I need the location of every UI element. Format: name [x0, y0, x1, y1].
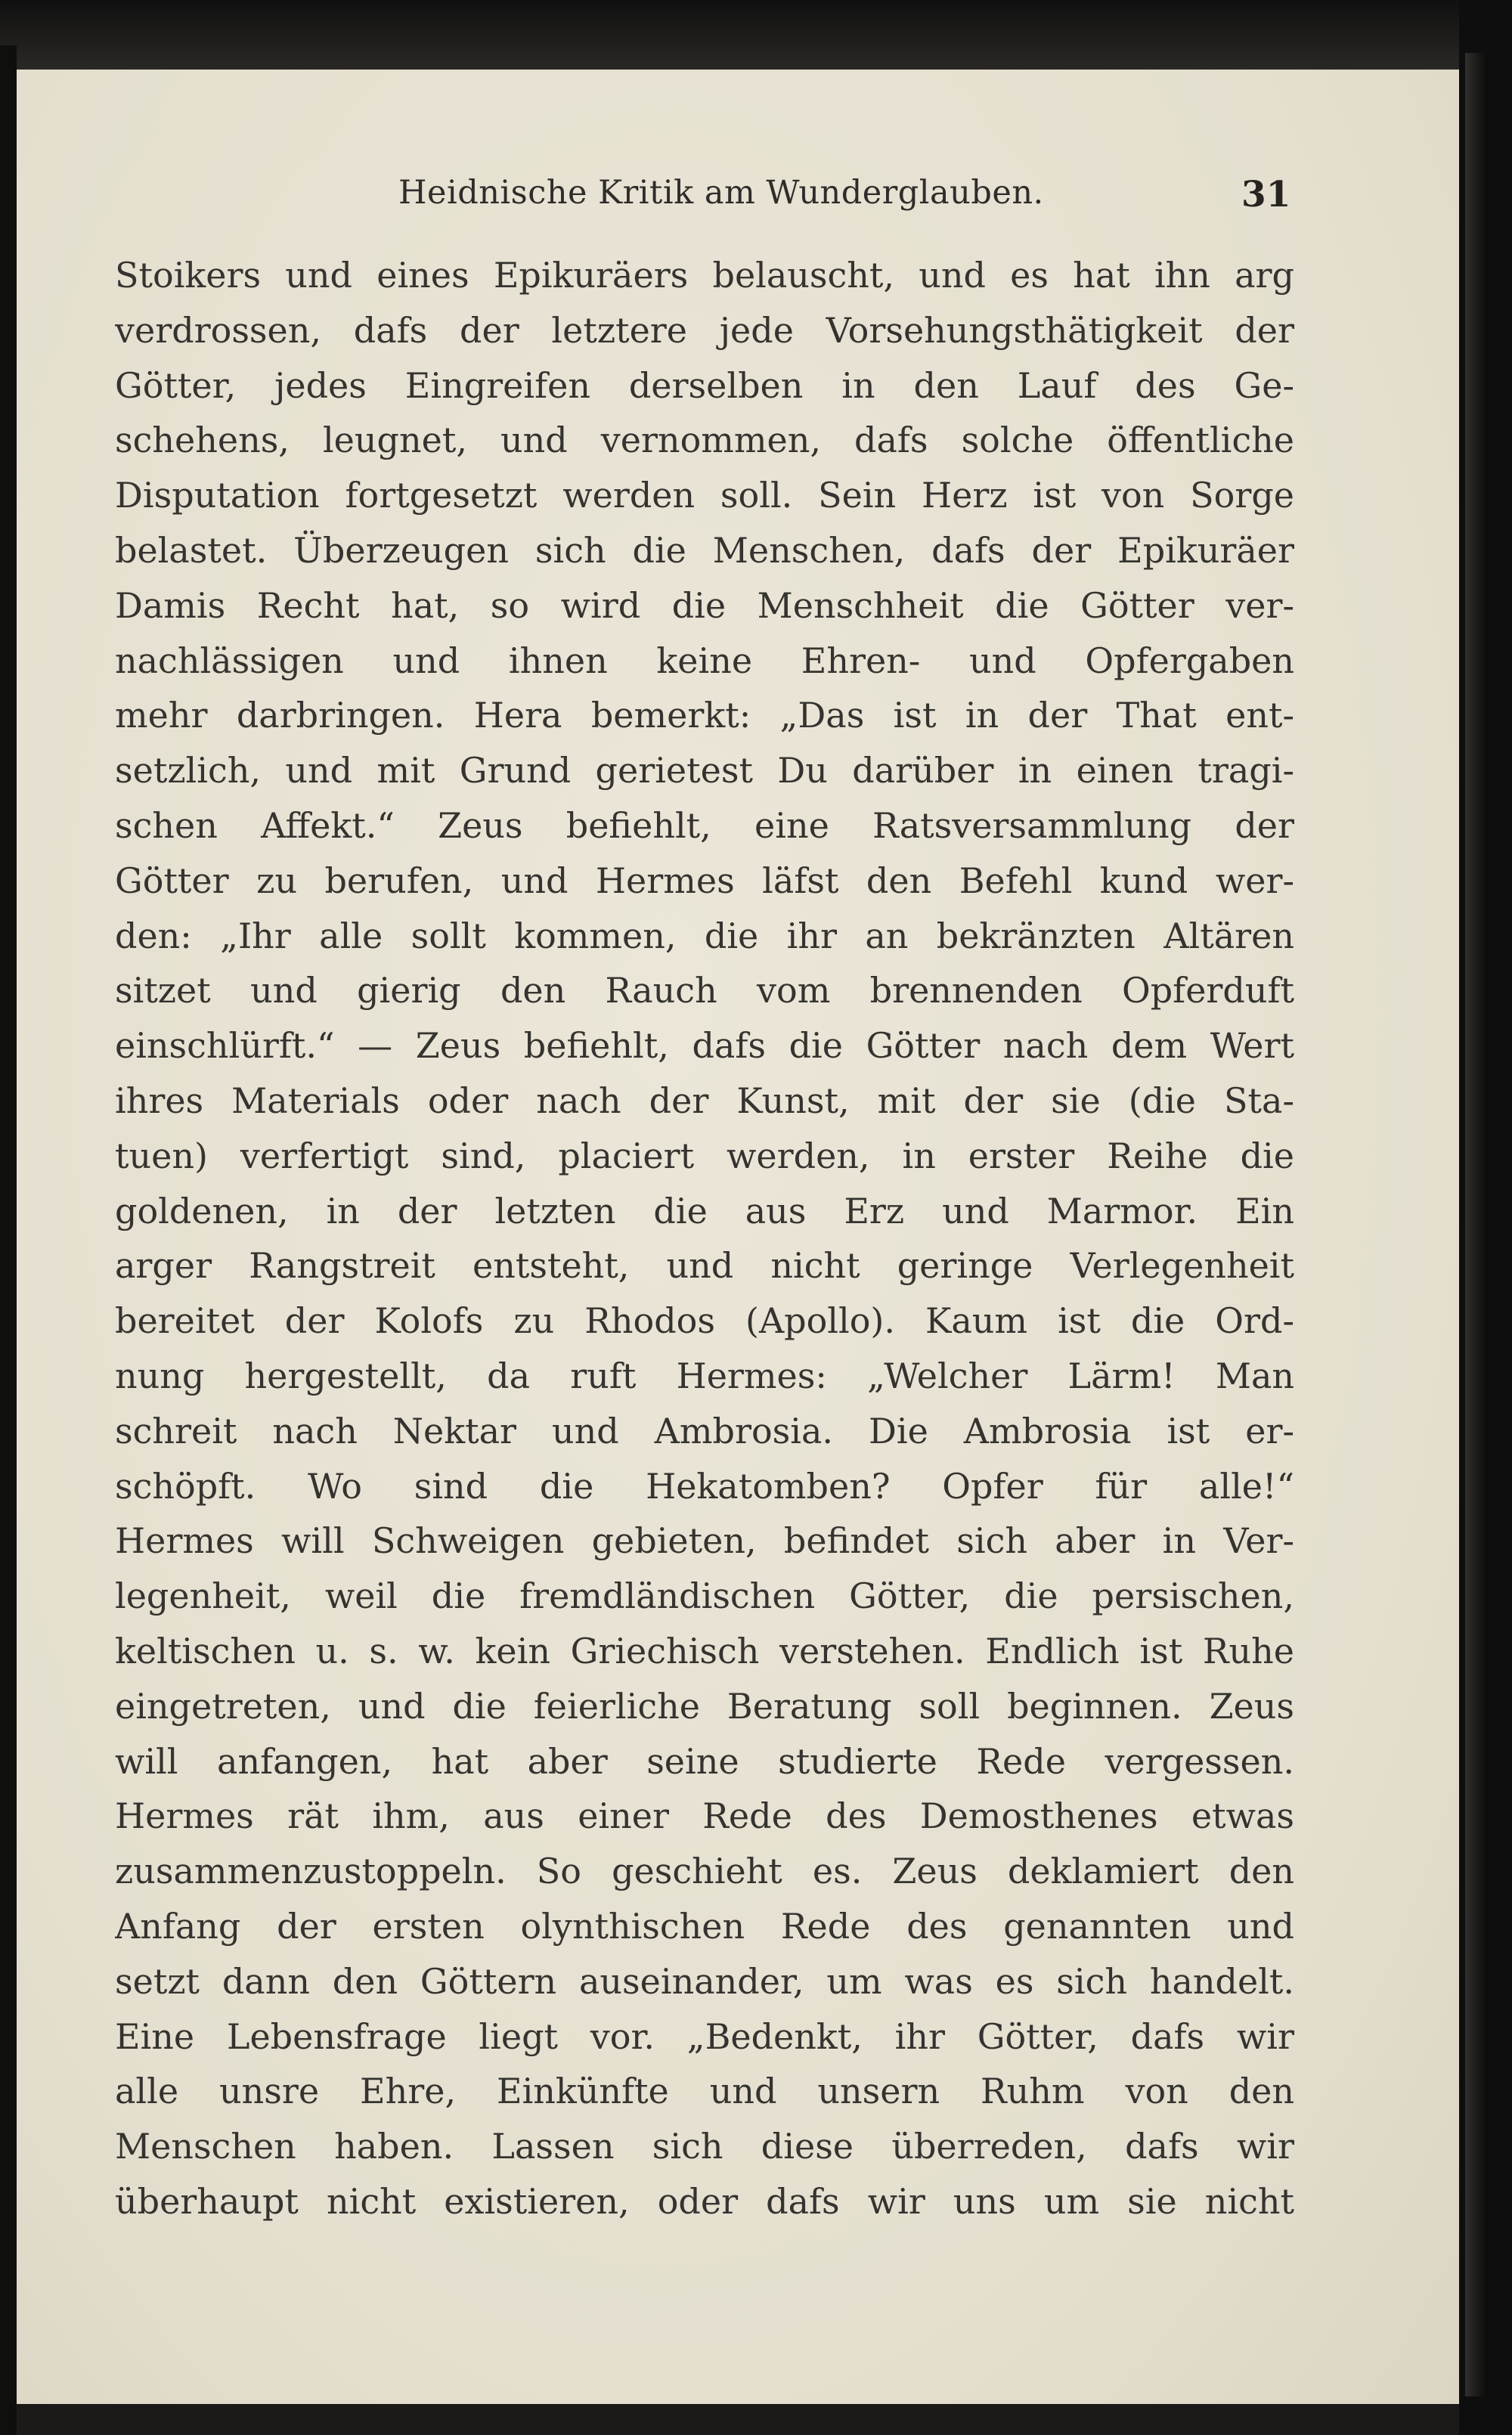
scan-left-edge — [0, 45, 17, 2435]
text-line: will anfangen, hat aber seine studierte Rede vergessen. — [115, 1740, 1294, 1782]
text-line: Eine Lebensfrage liegt vor. „Bedenkt, ihr Götter, dafs wir — [115, 2015, 1294, 2057]
text-line: schöpft. Wo sind die Hekatomben? Opfer für alle!“ — [115, 1465, 1294, 1507]
text-line: nung hergestellt, da ruft Hermes: „Welcher Lärm! Man — [115, 1355, 1294, 1396]
text-line: Stoikers und eines Epikuräers belauscht, und es hat ihn arg — [115, 255, 1294, 296]
text-line: tuen) verfertigt sind, placiert werden, in erster Reihe die — [115, 1135, 1294, 1176]
text-line: verdrossen, dafs der letztere jede Vorsehungsthätigkeit der — [115, 309, 1294, 351]
text-line: Hermes will Schweigen gebieten, befindet sich aber in Ver- — [115, 1520, 1294, 1562]
text-line: Anfang der ersten olynthischen Rede des genannten und — [115, 1905, 1294, 1947]
text-line: überhaupt nicht existieren, oder dafs wir uns um sie nicht — [115, 2180, 1294, 2222]
text-line: schreit nach Nektar und Ambrosia. Die Ambrosia ist er- — [115, 1410, 1294, 1451]
text-line: ihres Materials oder nach der Kunst, mit der sie (die Sta- — [115, 1080, 1294, 1121]
book-page-edges — [1465, 53, 1488, 2396]
text-line: arger Rangstreit entsteht, und nicht geringe Verlegenheit — [115, 1245, 1294, 1287]
running-title: Heidnische Kritik am Wunderglauben. — [398, 174, 1044, 212]
text-line: nachlässigen und ihnen keine Ehren- und Opfergaben — [115, 640, 1294, 681]
text-line: legenheit, weil die fremdländischen Götter, die persischen, — [115, 1575, 1294, 1617]
text-line: setzlich, und mit Grund gerietest Du darüber in einen tragi- — [115, 750, 1294, 792]
text-line: bereitet der Kolofs zu Rhodos (Apollo). Kaum ist die Ord- — [115, 1300, 1294, 1342]
page-header — [17, 174, 1459, 227]
book-page — [17, 70, 1459, 2404]
text-line: den: „Ihr alle sollt kommen, die ihr an bekränzten Altären — [115, 915, 1294, 956]
text-line: mehr darbringen. Hera bemerkt: „Das ist in der That ent- — [115, 695, 1294, 736]
text-line: goldenen, in der letzten die aus Erz und Marmor. Ein — [115, 1190, 1294, 1231]
text-line: sitzet und gierig den Rauch vom brennenden Opferduft — [115, 970, 1294, 1011]
body-text — [115, 248, 1294, 2229]
text-line: Götter, jedes Eingreifen derselben in den Lauf des Ge- — [115, 364, 1294, 406]
text-line: Damis Recht hat, so wird die Menschheit die Götter ver- — [115, 584, 1294, 626]
text-line: schehens, leugnet, und vernommen, dafs solche öffentliche — [115, 420, 1294, 461]
text-line: Götter zu berufen, und Hermes läfst den Befehl kund wer- — [115, 860, 1294, 901]
text-line: schen Affekt.“ Zeus befiehlt, eine Ratsversammlung der — [115, 804, 1294, 846]
page-number: 31 — [1241, 174, 1291, 215]
text-line: keltischen u. s. w. kein Griechisch verstehen. Endlich ist Ruhe — [115, 1630, 1294, 1671]
text-line: einschlürft.“ — Zeus befiehlt, dafs die Götter nach dem Wert — [115, 1025, 1294, 1067]
text-line: belastet. Überzeugen sich die Menschen, dafs der Epikuräer — [115, 529, 1294, 571]
text-line: Menschen haben. Lassen sich diese überreden, dafs wir — [115, 2126, 1294, 2167]
text-line: setzt dann den Göttern auseinander, um was es sich handelt. — [115, 1960, 1294, 2002]
text-line: Hermes rät ihm, aus einer Rede des Demosthenes etwas — [115, 1795, 1294, 1837]
text-line: Disputation fortgesetzt werden soll. Sein Herz ist von Sorge — [115, 475, 1294, 516]
text-line: zusammenzustoppeln. So geschieht es. Zeus deklamiert den — [115, 1851, 1294, 1892]
scan-top-margin — [0, 0, 1512, 70]
text-line: alle unsre Ehre, Einkünfte und unsern Ruhm von den — [115, 2071, 1294, 2112]
text-line: eingetreten, und die feierliche Beratung soll beginnen. Zeus — [115, 1685, 1294, 1727]
